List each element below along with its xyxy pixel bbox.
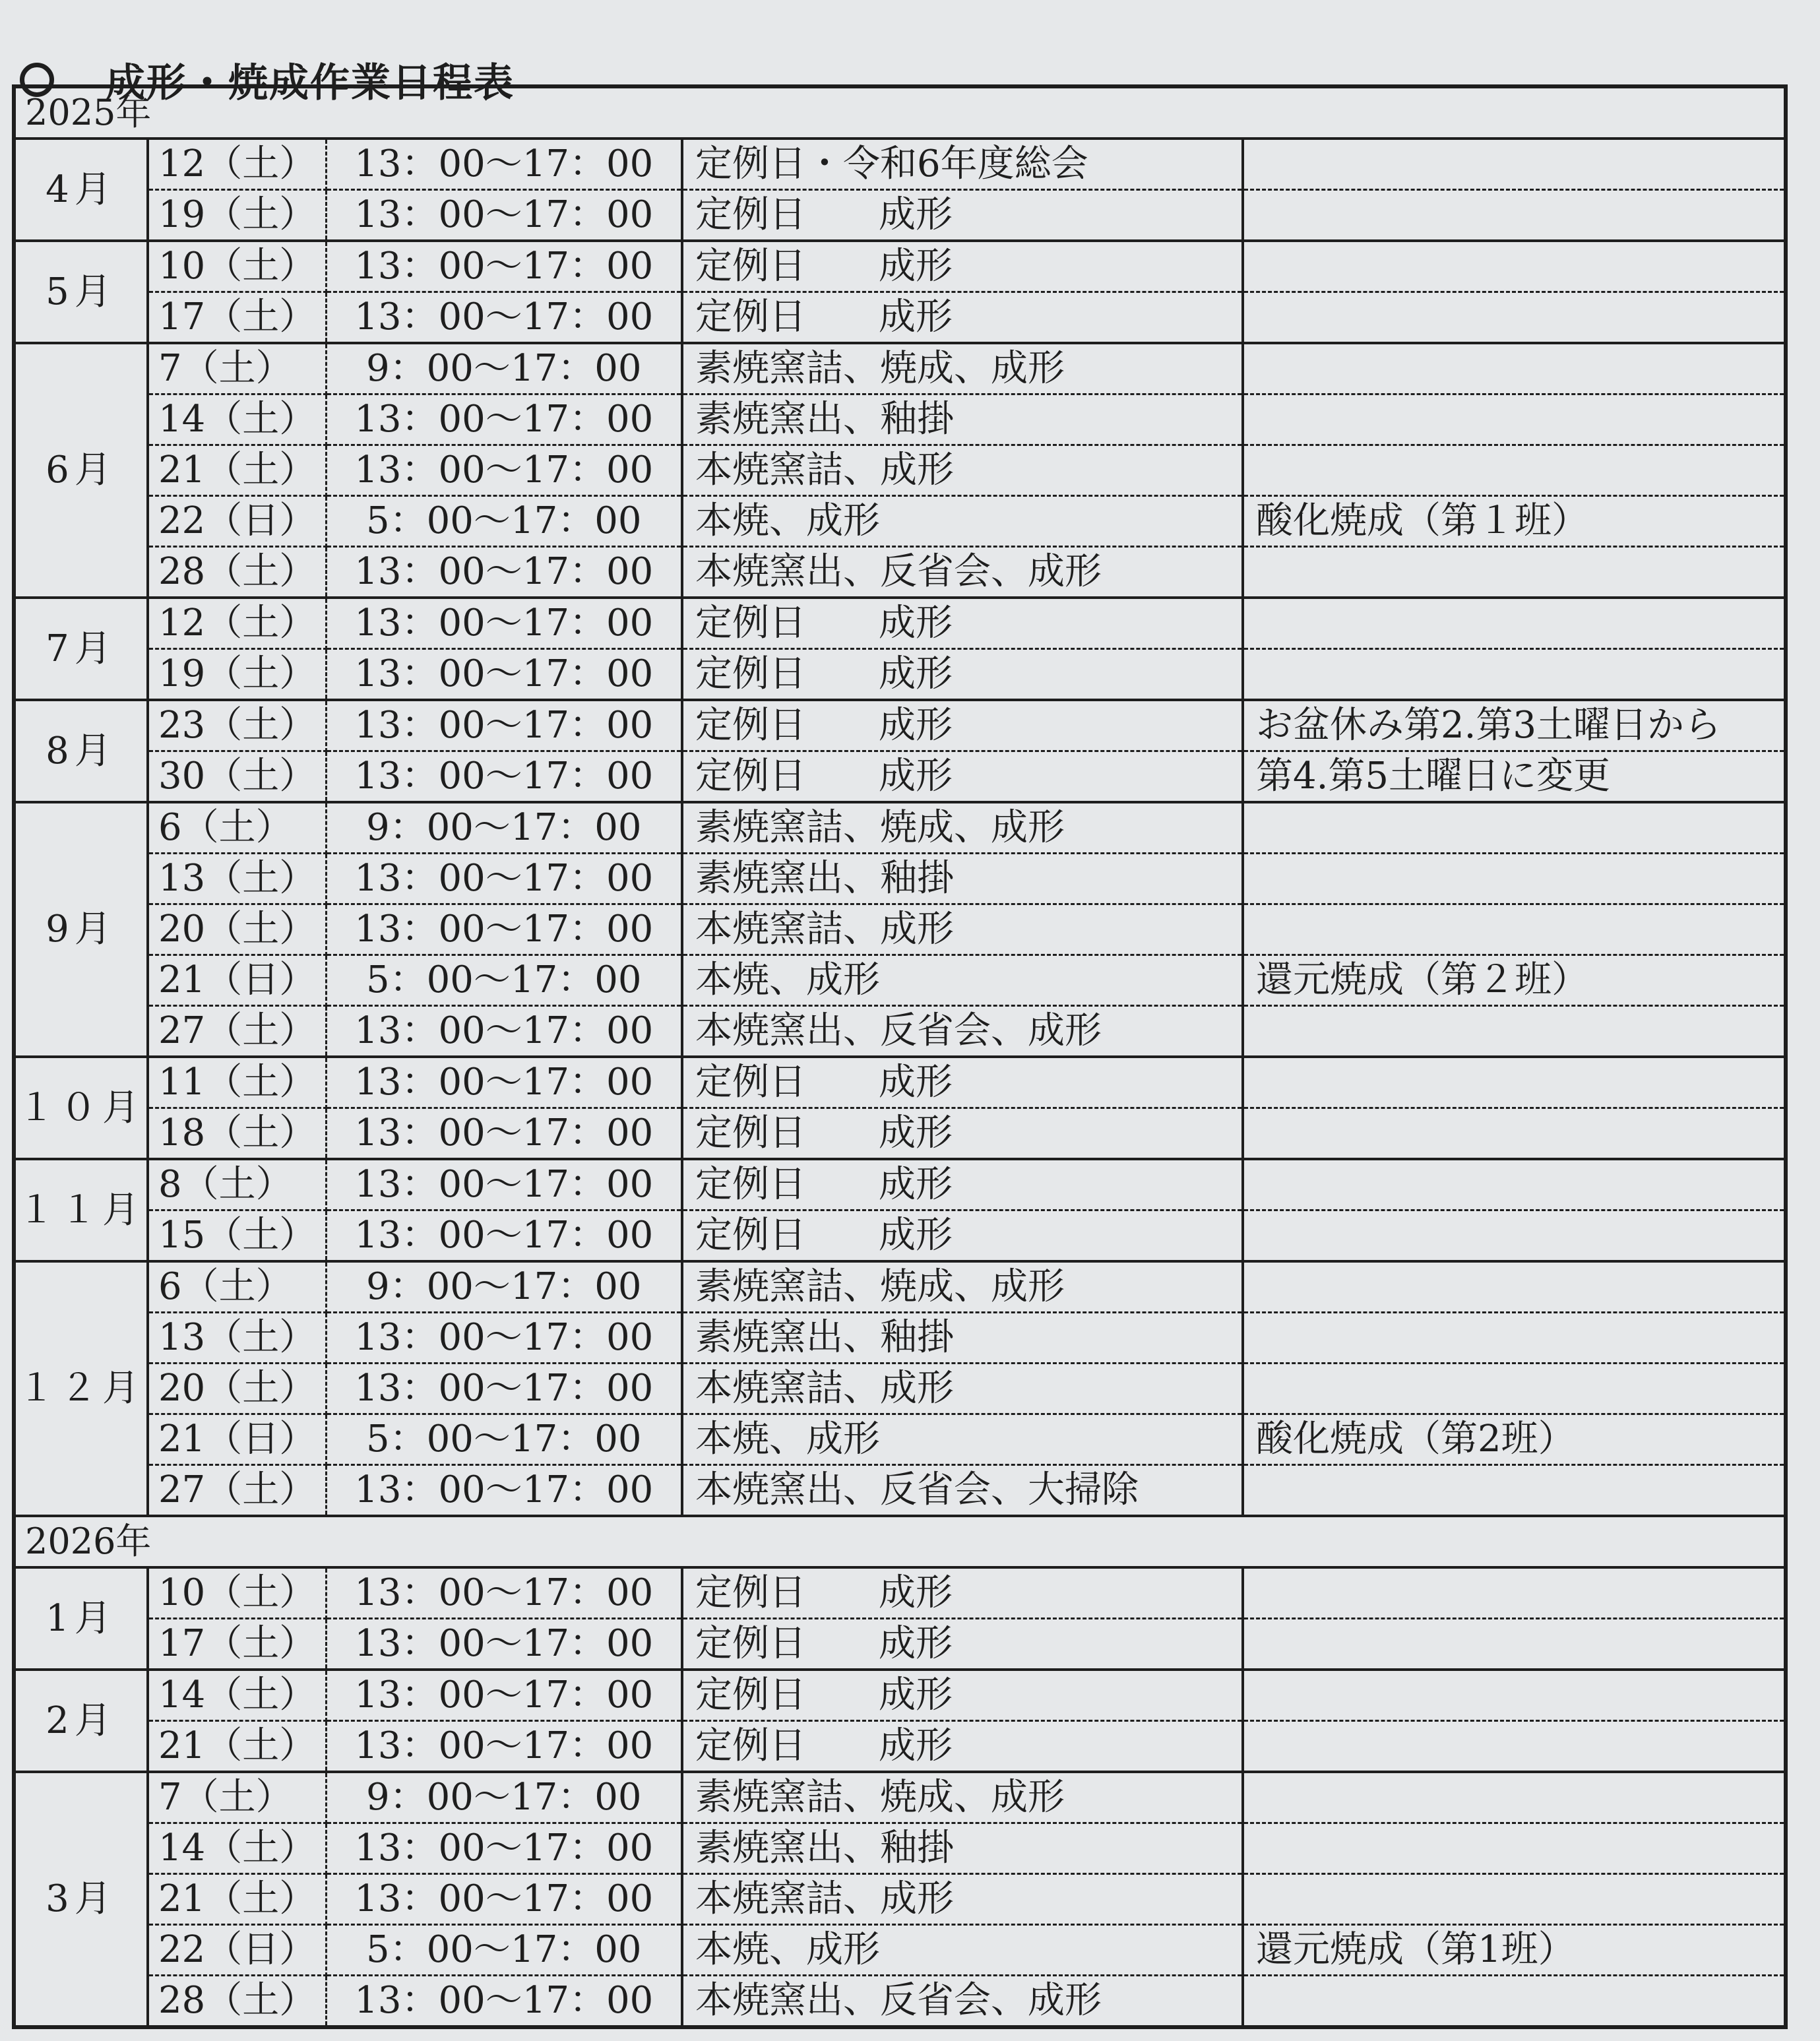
task-cell [682, 1006, 1243, 1057]
table-row [16, 1313, 1784, 1364]
task-subtext: 成形 [879, 1622, 953, 1665]
task-subtext: 成形 [879, 245, 953, 288]
note-cell [1243, 802, 1784, 854]
time-cell: 13：00～17：00 [326, 854, 682, 904]
date-cell: 21（日） [148, 1414, 326, 1465]
time-cell: 13：00～17：00 [326, 547, 682, 598]
date-cell: 27（土） [148, 1006, 326, 1057]
date-cell: 17（土） [148, 292, 326, 344]
note-cell [1243, 547, 1784, 598]
note-cell [1243, 1976, 1784, 2026]
time-cell: 13：00～17：00 [326, 1313, 682, 1364]
task-text: 本焼窯詰、成形 [695, 908, 954, 951]
table-row [16, 1670, 1784, 1721]
note-cell: 第4.第5土曜日に変更 [1243, 751, 1784, 803]
time-cell: 13：00～17：00 [326, 751, 682, 803]
task-text: 素焼窯詰、焼成、成形 [695, 1776, 1065, 1819]
note-cell: 酸化焼成（第2班） [1243, 1414, 1784, 1465]
date-cell: 14（土） [148, 1823, 326, 1874]
date-cell: 8（土） [148, 1159, 326, 1210]
date-cell: 21（日） [148, 955, 326, 1006]
table-row [16, 1976, 1784, 2026]
task-cell [682, 1261, 1243, 1313]
task-subtext: 成形 [879, 652, 953, 695]
month-label: １０月 [16, 1057, 148, 1159]
time-cell: 13：00～17：00 [326, 1006, 682, 1057]
time-cell: 13：00～17：00 [326, 598, 682, 649]
month-label: 6月 [16, 343, 148, 598]
task-text: 定例日 [695, 193, 806, 236]
task-cell [682, 649, 1243, 701]
note-cell [1243, 1261, 1784, 1313]
task-text: 定例日 [695, 1674, 806, 1716]
task-cell [682, 1159, 1243, 1210]
date-cell: 22（日） [148, 496, 326, 547]
task-text: 定例日 [695, 1163, 806, 1206]
date-cell: 22（日） [148, 1925, 326, 1976]
note-cell [1243, 854, 1784, 904]
task-text: 定例日 [695, 1061, 806, 1104]
date-cell: 28（土） [148, 547, 326, 598]
month-label: 4月 [16, 139, 148, 241]
time-cell: 5：00～17：00 [326, 496, 682, 547]
task-subtext: 成形 [879, 1571, 953, 1614]
table-row [16, 1874, 1784, 1925]
date-cell: 19（土） [148, 190, 326, 241]
table-row [16, 1057, 1784, 1108]
task-cell [682, 1772, 1243, 1823]
task-cell [682, 547, 1243, 598]
task-cell [682, 700, 1243, 751]
note-cell [1243, 1772, 1784, 1823]
time-cell: 13：00～17：00 [326, 292, 682, 344]
table-row [16, 547, 1784, 598]
note-cell [1243, 1619, 1784, 1670]
task-text: 定例日・令和6年度総会 [695, 142, 1088, 185]
time-cell: 13：00～17：00 [326, 241, 682, 292]
date-cell: 18（土） [148, 1108, 326, 1160]
note-cell [1243, 343, 1784, 394]
table-row [16, 1567, 1784, 1619]
date-cell: 20（土） [148, 1364, 326, 1414]
table-row [16, 1465, 1784, 1517]
task-cell [682, 1057, 1243, 1108]
task-text: 素焼窯詰、焼成、成形 [695, 806, 1065, 849]
year-row [16, 1516, 1784, 1567]
task-cell [682, 1976, 1243, 2026]
task-cell [682, 394, 1243, 445]
year-label: 2025年 [16, 88, 1784, 139]
table-row [16, 1772, 1784, 1823]
task-subtext: 成形 [879, 755, 953, 798]
month-label: １１月 [16, 1159, 148, 1261]
date-cell: 11（土） [148, 1057, 326, 1108]
date-cell: 27（土） [148, 1465, 326, 1517]
note-cell [1243, 1670, 1784, 1721]
task-text: 定例日 [695, 245, 806, 288]
date-cell: 6（土） [148, 802, 326, 854]
time-cell: 9：00～17：00 [326, 343, 682, 394]
table-row [16, 496, 1784, 547]
time-cell: 9：00～17：00 [326, 802, 682, 854]
task-text: 本焼窯詰、成形 [695, 1367, 954, 1410]
task-text: 本焼窯詰、成形 [695, 1877, 954, 1920]
table-row [16, 1159, 1784, 1210]
date-cell: 12（土） [148, 598, 326, 649]
note-cell [1243, 190, 1784, 241]
task-subtext: 成形 [879, 1163, 953, 1206]
task-cell [682, 598, 1243, 649]
task-cell [682, 904, 1243, 955]
table-row [16, 1364, 1784, 1414]
date-cell: 14（土） [148, 394, 326, 445]
time-cell: 9：00～17：00 [326, 1261, 682, 1313]
note-cell [1243, 1567, 1784, 1619]
note-cell: お盆休み第2.第3土曜日から [1243, 700, 1784, 751]
page-title: 成形・焼成作業日程表 [106, 60, 515, 106]
date-cell: 21（土） [148, 1721, 326, 1773]
time-cell: 13：00～17：00 [326, 1364, 682, 1414]
task-cell [682, 496, 1243, 547]
time-cell: 13：00～17：00 [326, 1874, 682, 1925]
time-cell: 13：00～17：00 [326, 1670, 682, 1721]
task-cell [682, 1874, 1243, 1925]
task-cell [682, 802, 1243, 854]
table-row [16, 700, 1784, 751]
task-cell [682, 1465, 1243, 1517]
task-subtext: 成形 [879, 193, 953, 236]
date-cell: 30（土） [148, 751, 326, 803]
time-cell: 13：00～17：00 [326, 1057, 682, 1108]
task-cell [682, 854, 1243, 904]
schedule-table [16, 88, 1784, 2025]
table-row [16, 598, 1784, 649]
date-cell: 7（土） [148, 1772, 326, 1823]
date-cell: 10（土） [148, 1567, 326, 1619]
task-text: 素焼窯出、釉掛 [695, 398, 954, 441]
note-cell [1243, 1465, 1784, 1517]
task-cell [682, 241, 1243, 292]
table-row [16, 1823, 1784, 1874]
task-text: 本焼窯出、反省会、大掃除 [695, 1468, 1139, 1511]
table-row [16, 445, 1784, 496]
task-text: 素焼窯出、釉掛 [695, 1827, 954, 1869]
task-subtext: 成形 [879, 1112, 953, 1154]
note-cell [1243, 904, 1784, 955]
task-text: 本焼窯詰、成形 [695, 449, 954, 491]
date-cell: 20（土） [148, 904, 326, 955]
task-text: 本焼、成形 [695, 958, 880, 1001]
task-text: 素焼窯出、釉掛 [695, 1316, 954, 1359]
task-text: 本焼、成形 [695, 1418, 880, 1460]
task-text: 定例日 [695, 602, 806, 644]
note-cell [1243, 1721, 1784, 1773]
note-cell [1243, 394, 1784, 445]
table-row [16, 1925, 1784, 1976]
note-cell [1243, 1210, 1784, 1262]
month-label: 5月 [16, 241, 148, 343]
note-cell [1243, 1006, 1784, 1057]
time-cell: 13：00～17：00 [326, 190, 682, 241]
note-cell [1243, 649, 1784, 701]
time-cell: 13：00～17：00 [326, 394, 682, 445]
date-cell: 7（土） [148, 343, 326, 394]
task-text: 定例日 [695, 1724, 806, 1767]
time-cell: 13：00～17：00 [326, 1465, 682, 1517]
task-text: 本焼窯出、反省会、成形 [695, 1979, 1102, 2022]
year-row [16, 88, 1784, 139]
time-cell: 13：00～17：00 [326, 700, 682, 751]
date-cell: 28（土） [148, 1976, 326, 2026]
table-row [16, 394, 1784, 445]
task-cell [682, 1619, 1243, 1670]
date-cell: 14（土） [148, 1670, 326, 1721]
time-cell: 5：00～17：00 [326, 1414, 682, 1465]
time-cell: 13：00～17：00 [326, 1619, 682, 1670]
task-text: 定例日 [695, 704, 806, 747]
note-cell [1243, 1823, 1784, 1874]
schedule-body [16, 88, 1784, 2025]
task-cell [682, 292, 1243, 344]
table-row [16, 292, 1784, 344]
date-cell: 12（土） [148, 139, 326, 190]
time-cell: 13：00～17：00 [326, 1159, 682, 1210]
month-label: 7月 [16, 598, 148, 700]
task-cell [682, 190, 1243, 241]
task-cell [682, 1567, 1243, 1619]
note-cell [1243, 1159, 1784, 1210]
month-label: 1月 [16, 1567, 148, 1670]
task-cell [682, 1364, 1243, 1414]
task-text: 本焼、成形 [695, 499, 880, 542]
note-cell: 酸化焼成（第１班） [1243, 496, 1784, 547]
task-text: 素焼窯出、釉掛 [695, 857, 954, 900]
table-row [16, 1210, 1784, 1262]
task-subtext: 成形 [879, 602, 953, 644]
date-cell: 13（土） [148, 854, 326, 904]
time-cell: 13：00～17：00 [326, 1721, 682, 1773]
note-cell [1243, 139, 1784, 190]
task-cell [682, 1414, 1243, 1465]
time-cell: 13：00～17：00 [326, 139, 682, 190]
date-cell: 10（土） [148, 241, 326, 292]
date-cell: 21（土） [148, 445, 326, 496]
table-row [16, 802, 1784, 854]
table-row [16, 1006, 1784, 1057]
task-cell [682, 1108, 1243, 1160]
task-text: 定例日 [695, 755, 806, 798]
task-cell [682, 445, 1243, 496]
note-cell [1243, 1313, 1784, 1364]
note-cell [1243, 1364, 1784, 1414]
date-cell: 15（土） [148, 1210, 326, 1262]
table-row [16, 1414, 1784, 1465]
task-cell [682, 1210, 1243, 1262]
table-row [16, 955, 1784, 1006]
time-cell: 13：00～17：00 [326, 1976, 682, 2026]
time-cell: 13：00～17：00 [326, 445, 682, 496]
table-row [16, 751, 1784, 803]
note-cell [1243, 1108, 1784, 1160]
month-label: 3月 [16, 1772, 148, 2025]
table-row [16, 343, 1784, 394]
task-cell [682, 1313, 1243, 1364]
table-row [16, 854, 1784, 904]
time-cell: 13：00～17：00 [326, 649, 682, 701]
month-label: 8月 [16, 700, 148, 802]
time-cell: 13：00～17：00 [326, 1823, 682, 1874]
task-text: 定例日 [695, 1112, 806, 1154]
task-text: 定例日 [695, 1214, 806, 1257]
table-row [16, 1619, 1784, 1670]
task-text: 素焼窯詰、焼成、成形 [695, 1265, 1065, 1308]
time-cell: 13：00～17：00 [326, 1108, 682, 1160]
note-cell [1243, 598, 1784, 649]
task-cell [682, 1670, 1243, 1721]
time-cell: 13：00～17：00 [326, 904, 682, 955]
time-cell: 5：00～17：00 [326, 955, 682, 1006]
time-cell: 9：00～17：00 [326, 1772, 682, 1823]
task-cell [682, 1721, 1243, 1773]
date-cell: 21（土） [148, 1874, 326, 1925]
task-cell [682, 751, 1243, 803]
note-cell: 還元焼成（第２班） [1243, 955, 1784, 1006]
table-row [16, 904, 1784, 955]
table-row [16, 190, 1784, 241]
task-cell [682, 343, 1243, 394]
task-subtext: 成形 [879, 1061, 953, 1104]
note-cell [1243, 241, 1784, 292]
note-cell [1243, 445, 1784, 496]
task-text: 本焼窯出、反省会、成形 [695, 1009, 1102, 1052]
month-label: １２月 [16, 1261, 148, 1516]
task-subtext: 成形 [879, 1724, 953, 1767]
date-cell: 6（土） [148, 1261, 326, 1313]
task-text: 定例日 [695, 296, 806, 338]
year-label: 2026年 [16, 1516, 1784, 1567]
date-cell: 13（土） [148, 1313, 326, 1364]
time-cell: 13：00～17：00 [326, 1567, 682, 1619]
month-label: 9月 [16, 802, 148, 1057]
schedule-table-frame [12, 84, 1788, 2029]
task-subtext: 成形 [879, 1674, 953, 1716]
note-cell [1243, 292, 1784, 344]
task-text: 定例日 [695, 1571, 806, 1614]
task-text: 定例日 [695, 1622, 806, 1665]
task-text: 本焼窯出、反省会、成形 [695, 550, 1102, 593]
date-cell: 17（土） [148, 1619, 326, 1670]
date-cell: 19（土） [148, 649, 326, 701]
task-cell [682, 1925, 1243, 1976]
task-text: 素焼窯詰、焼成、成形 [695, 347, 1065, 390]
task-cell [682, 139, 1243, 190]
month-label: 2月 [16, 1670, 148, 1772]
note-cell [1243, 1057, 1784, 1108]
note-cell [1243, 1874, 1784, 1925]
date-cell: 23（土） [148, 700, 326, 751]
time-cell: 5：00～17：00 [326, 1925, 682, 1976]
task-cell [682, 955, 1243, 1006]
table-row [16, 139, 1784, 190]
table-row [16, 1721, 1784, 1773]
task-cell [682, 1823, 1243, 1874]
table-row [16, 241, 1784, 292]
table-row [16, 1261, 1784, 1313]
task-subtext: 成形 [879, 704, 953, 747]
time-cell: 13：00～17：00 [326, 1210, 682, 1262]
table-row [16, 1108, 1784, 1160]
table-row [16, 649, 1784, 701]
task-subtext: 成形 [879, 1214, 953, 1257]
task-text: 定例日 [695, 652, 806, 695]
task-subtext: 成形 [879, 296, 953, 338]
note-cell: 還元焼成（第1班） [1243, 1925, 1784, 1976]
task-text: 本焼、成形 [695, 1928, 880, 1971]
